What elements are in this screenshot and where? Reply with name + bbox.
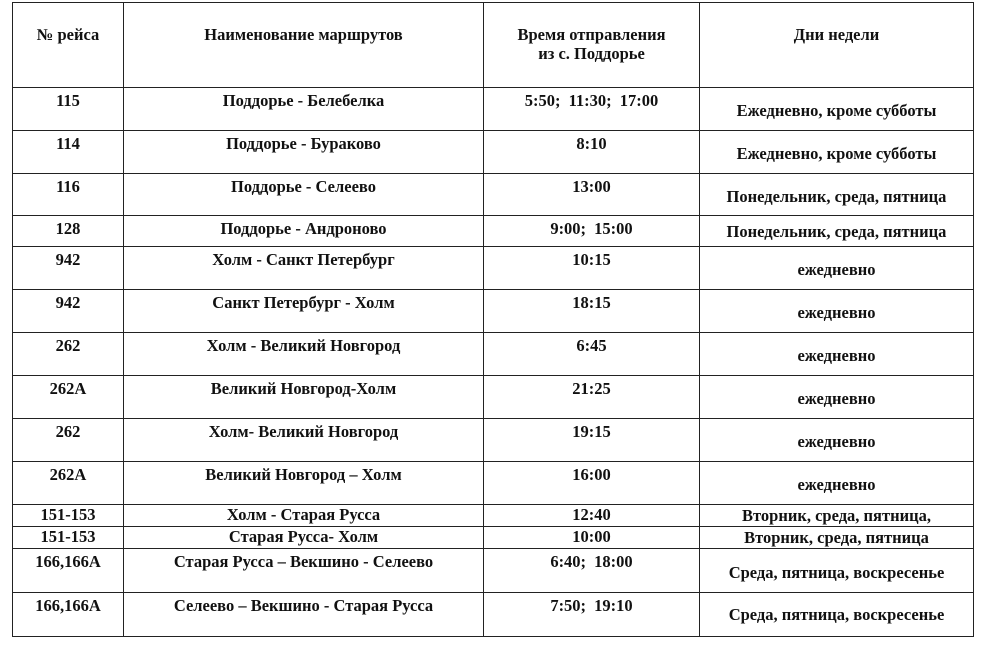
- schedule-table: [12, 2, 974, 637]
- table-row: [13, 88, 974, 131]
- week-days: Понедельник, среда, пятница: [700, 174, 974, 216]
- trip-number: 262А: [13, 462, 124, 505]
- table-row: [13, 131, 974, 174]
- header-row: [13, 3, 974, 88]
- departure-time: 21:25: [484, 376, 700, 419]
- week-days: ежедневно: [700, 247, 974, 290]
- trip-number: 942: [13, 247, 124, 290]
- week-days: ежедневно: [700, 290, 974, 333]
- trip-number: 942: [13, 290, 124, 333]
- route-name: Санкт Петербург - Холм: [124, 290, 484, 333]
- departure-time: 12:40: [484, 505, 700, 527]
- trip-number: 166,166А: [13, 549, 124, 593]
- route-name: Поддорье - Белебелка: [124, 88, 484, 131]
- departure-time: 6:45: [484, 333, 700, 376]
- trip-number: 128: [13, 216, 124, 247]
- week-days: Ежедневно, кроме субботы: [700, 131, 974, 174]
- header-time: Время отправления из с. Поддорье: [484, 3, 700, 88]
- departure-time: 10:00: [484, 527, 700, 549]
- table-row: [13, 174, 974, 216]
- table-row: [13, 376, 974, 419]
- departure-time: 5:50; 11:30; 17:00: [484, 88, 700, 131]
- table-row: [13, 333, 974, 376]
- week-days: Ежедневно, кроме субботы: [700, 88, 974, 131]
- table-row: [13, 216, 974, 247]
- route-name: Холм - Великий Новгород: [124, 333, 484, 376]
- week-days: ежедневно: [700, 462, 974, 505]
- table-row: [13, 505, 974, 527]
- table-row: [13, 549, 974, 593]
- table-row: [13, 247, 974, 290]
- trip-number: 262: [13, 419, 124, 462]
- route-name: Поддорье - Селеево: [124, 174, 484, 216]
- week-days: ежедневно: [700, 333, 974, 376]
- route-name: Великий Новгород – Холм: [124, 462, 484, 505]
- table-row: [13, 462, 974, 505]
- departure-time: 7:50; 19:10: [484, 593, 700, 637]
- header-number: № рейса: [13, 3, 124, 88]
- departure-time: 10:15: [484, 247, 700, 290]
- table-row: [13, 527, 974, 549]
- week-days: ежедневно: [700, 376, 974, 419]
- table-row: [13, 593, 974, 637]
- trip-number: 262А: [13, 376, 124, 419]
- route-name: Селеево – Векшино - Старая Русса: [124, 593, 484, 637]
- departure-time: 19:15: [484, 419, 700, 462]
- table-row: [13, 419, 974, 462]
- week-days: Вторник, среда, пятница: [700, 527, 974, 549]
- route-name: Поддорье - Бураково: [124, 131, 484, 174]
- departure-time: 18:15: [484, 290, 700, 333]
- header-route: Наименование маршрутов: [124, 3, 484, 88]
- trip-number: 262: [13, 333, 124, 376]
- departure-time: 8:10: [484, 131, 700, 174]
- route-name: Старая Русса – Векшино - Селеево: [124, 549, 484, 593]
- week-days: Вторник, среда, пятница,: [700, 505, 974, 527]
- route-name: Старая Русса- Холм: [124, 527, 484, 549]
- week-days: ежедневно: [700, 419, 974, 462]
- route-name: Поддорье - Андроново: [124, 216, 484, 247]
- trip-number: 151-153: [13, 527, 124, 549]
- route-name: Великий Новгород-Холм: [124, 376, 484, 419]
- week-days: Понедельник, среда, пятница: [700, 216, 974, 247]
- departure-time: 6:40; 18:00: [484, 549, 700, 593]
- route-name: Холм - Старая Русса: [124, 505, 484, 527]
- trip-number: 116: [13, 174, 124, 216]
- trip-number: 114: [13, 131, 124, 174]
- trip-number: 151-153: [13, 505, 124, 527]
- departure-time: 16:00: [484, 462, 700, 505]
- departure-time: 9:00; 15:00: [484, 216, 700, 247]
- trip-number: 166,166А: [13, 593, 124, 637]
- trip-number: 115: [13, 88, 124, 131]
- route-name: Холм - Санкт Петербург: [124, 247, 484, 290]
- table-row: [13, 290, 974, 333]
- header-days: Дни недели: [700, 3, 974, 88]
- departure-time: 13:00: [484, 174, 700, 216]
- week-days: Среда, пятница, воскресенье: [700, 549, 974, 593]
- route-name: Холм- Великий Новгород: [124, 419, 484, 462]
- week-days: Среда, пятница, воскресенье: [700, 593, 974, 637]
